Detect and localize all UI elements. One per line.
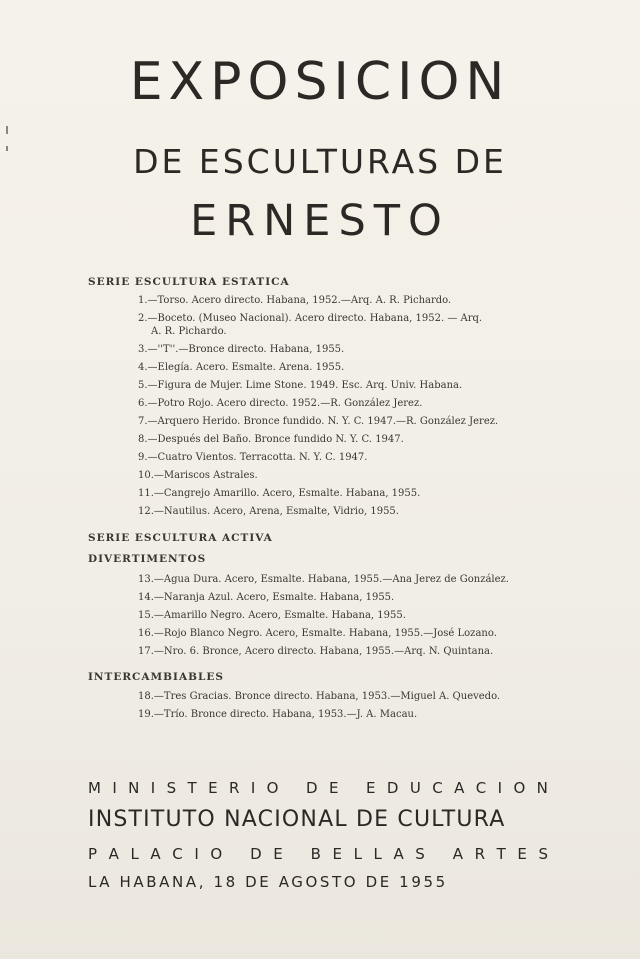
footer-letter: S <box>415 845 425 863</box>
footer-institute: INSTITUTO NACIONAL DE CULTURA <box>88 807 506 832</box>
list-item: 11.—Cangrejo Amarillo. Acero, Esmalte. Habana, 1955. <box>138 488 421 499</box>
footer-letter: D <box>306 779 318 797</box>
list-item: 18.—Tres Gracias. Bronce directo. Habana, 1953.—Miguel A. Quevedo. <box>138 691 501 702</box>
list-item: 9.—Cuatro Vientos. Terracotta. N. Y. C. 1947. <box>138 452 368 463</box>
list-item: 13.—Agua Dura. Acero, Esmalte. Habana, 1955.—Ana Jerez de González. <box>138 574 509 585</box>
footer-letter: L <box>130 845 139 863</box>
footer-letter <box>350 779 355 797</box>
list-item: 19.—Trío. Bronce directo. Habana, 1953.—J. A. Macau. <box>138 709 418 720</box>
footer-letter: E <box>328 779 339 797</box>
footer-palace <box>88 845 548 863</box>
footer-letter: I <box>250 779 256 797</box>
footer-letter: T <box>496 845 506 863</box>
list-item: 2.—Boceto. (Museo Nacional). Acero directo. Habana, 1952. — Arq. <box>138 313 483 324</box>
footer-letter: S <box>166 779 177 797</box>
footer-date: LA HABANA, 18 DE AGOSTO DE 1955 <box>88 873 448 891</box>
footer-letter: I <box>112 779 117 797</box>
footer-letter: A <box>108 845 119 863</box>
footer-letter: I <box>194 845 199 863</box>
list-item: 12.—Nautilus. Acero, Arena, Esmalte, Vidrio, 1955. <box>138 506 399 517</box>
paper-mark <box>6 126 8 134</box>
footer-letter <box>436 845 441 863</box>
footer-letter: E <box>366 779 376 797</box>
footer-letter: A <box>454 779 465 797</box>
footer-letter: T <box>187 779 197 797</box>
list-item: 17.—Nro. 6. Bronce, Acero directo. Habana, 1955.—Arq. N. Quintana. <box>138 646 494 657</box>
footer-letter <box>290 779 295 797</box>
footer-letter: U <box>409 779 421 797</box>
footer-letter: S <box>538 845 548 863</box>
footer-letter: R <box>228 779 240 797</box>
footer-letter: O <box>210 845 223 863</box>
footer-letter: I <box>497 779 503 797</box>
footer-letter <box>294 845 299 863</box>
footer-letter: R <box>474 845 486 863</box>
list-intercambiables <box>138 690 558 721</box>
title-line-3: ERNESTO <box>190 196 450 246</box>
list-item: 3.—''T''.—Bronce directo. Habana, 1955. <box>138 344 345 355</box>
footer-letter: O <box>266 779 279 797</box>
footer-letter: I <box>150 779 156 797</box>
footer-letter: N <box>536 779 548 797</box>
footer-letter: E <box>273 845 283 863</box>
list-item: 8.—Después del Baño. Bronce fundido N. Y. C. 1947. <box>138 434 404 445</box>
footer-letter: A <box>452 845 464 863</box>
section-heading-estatica: SERIE ESCULTURA ESTATICA <box>88 276 290 288</box>
footer-letter: A <box>393 845 404 863</box>
footer-letter: L <box>373 845 382 863</box>
footer-letter: D <box>250 845 262 863</box>
footer-letter: O <box>513 779 526 797</box>
list-item: 16.—Rojo Blanco Negro. Acero, Esmalte. Habana, 1955.—José Lozano. <box>138 628 497 639</box>
section-heading-activa: SERIE ESCULTURA ACTIVA <box>88 532 273 544</box>
footer-letter: E <box>517 845 527 863</box>
section-heading-intercambiables: INTERCAMBIABLES <box>88 671 224 683</box>
footer-letter: C <box>432 779 443 797</box>
footer-letter: M <box>88 779 101 797</box>
list-item: 6.—Potro Rojo. Acero directo. 1952.—R. González Jerez. <box>138 398 423 409</box>
footer-letter: L <box>353 845 362 863</box>
footer-letter: E <box>332 845 342 863</box>
list-item: 1.—Torso. Acero directo. Habana, 1952.—Arq. A. R. Pichardo. <box>138 295 452 306</box>
list-item-continued: A. R. Pichardo. <box>151 326 227 337</box>
list-item: 15.—Amarillo Negro. Acero, Esmalte. Habana, 1955. <box>138 610 406 621</box>
list-item: 7.—Arquero Herido. Bronce fundido. N. Y. C. 1947.—R. González Jerez. <box>138 416 499 427</box>
footer-letter: E <box>208 779 218 797</box>
footer-letter: C <box>172 845 183 863</box>
footer-letter: P <box>88 845 98 863</box>
footer-letter: B <box>310 845 321 863</box>
list-item: 14.—Naranja Azul. Acero, Esmalte. Habana, 1955. <box>138 592 395 603</box>
list-estatica <box>138 294 558 518</box>
title-line-2: DE ESCULTURAS DE <box>133 142 507 181</box>
list-item: 5.—Figura de Mujer. Lime Stone. 1949. Esc. Arq. Univ. Habana. <box>138 380 463 391</box>
title-line-1: EXPOSICION <box>129 52 511 112</box>
footer-letter <box>234 845 239 863</box>
footer-letter: N <box>128 779 140 797</box>
footer-letter: C <box>475 779 487 797</box>
list-item: 10.—Mariscos Astrales. <box>138 470 258 481</box>
list-item: 4.—Elegía. Acero. Esmalte. Arena. 1955. <box>138 362 345 373</box>
section-heading-divertimentos: DIVERTIMENTOS <box>88 553 207 565</box>
list-divertimentos <box>138 573 558 658</box>
footer-letter: A <box>150 845 161 863</box>
footer-letter: D <box>386 779 399 797</box>
footer-ministry <box>88 779 548 797</box>
